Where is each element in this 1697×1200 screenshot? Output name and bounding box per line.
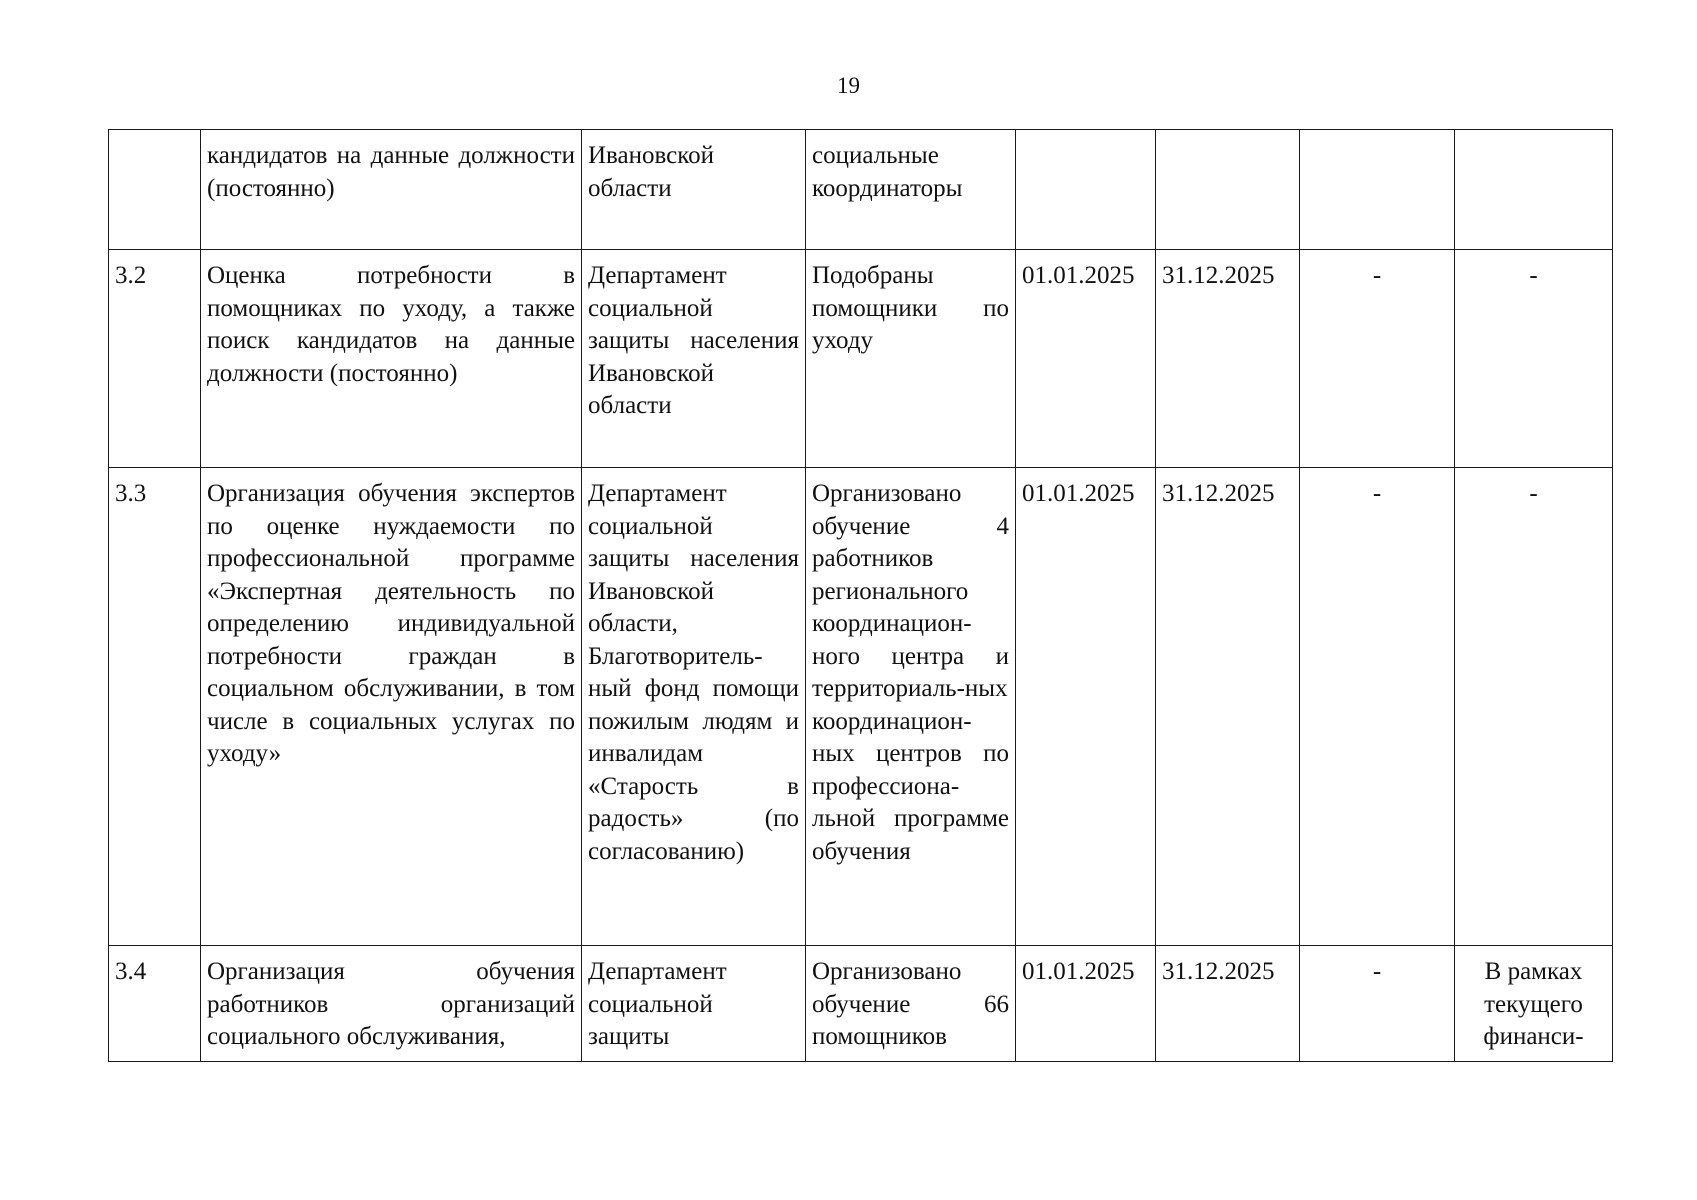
responsible-cell: Департамент социальной защиты населения Ивановской области, Благотворитель-ный фонд помощи пожилым людям и инвалидам «Старость в радость» (по согласованию) — [582, 468, 806, 946]
row-number-cell: 3.4 — [109, 946, 201, 1062]
action-cell: Оценка потребности в помощниках по уходу, а также поиск кандидатов на данные должности (постоянно) — [201, 250, 582, 468]
start-date-cell: 01.01.2025 — [1016, 468, 1156, 946]
row-number-cell: 3.2 — [109, 250, 201, 468]
budget-cell — [1300, 130, 1455, 250]
budget-cell: - — [1300, 250, 1455, 468]
row-number-cell: 3.3 — [109, 468, 201, 946]
budget-cell: - — [1300, 468, 1455, 946]
responsible-cell: Ивановской области — [582, 130, 806, 250]
start-date-cell: 01.01.2025 — [1016, 946, 1156, 1062]
end-date-cell: 31.12.2025 — [1156, 946, 1300, 1062]
start-date-cell: 01.01.2025 — [1016, 250, 1156, 468]
action-cell: Организация обучения экспертов по оценке нуждаемости по профессиональной программе «Экспертная деятельность по определению индивидуальной потребности граждан в социальном обслуживании, в том числе в социальных услугах по уходу» — [201, 468, 582, 946]
table-row — [109, 946, 1613, 1062]
result-cell: социальные координаторы — [806, 130, 1016, 250]
source-cell: - — [1455, 250, 1613, 468]
source-cell: - — [1455, 468, 1613, 946]
table-row — [109, 250, 1613, 468]
result-cell: Подобраны помощники по уходу — [806, 250, 1016, 468]
start-date-cell — [1016, 130, 1156, 250]
responsible-cell: Департамент социальной защиты — [582, 946, 806, 1062]
result-cell: Организовано обучение 66 помощников — [806, 946, 1016, 1062]
action-cell: кандидатов на данные должности (постоянно) — [201, 130, 582, 250]
end-date-cell — [1156, 130, 1300, 250]
source-cell: В рамках текущего финанси- — [1455, 946, 1613, 1062]
table-row — [109, 468, 1613, 946]
result-cell: Организовано обучение 4 работников регионального координацион-ного центра и территориаль-ных координацион-ных центров по профессиона-льной программе обучения — [806, 468, 1016, 946]
budget-cell: - — [1300, 946, 1455, 1062]
source-cell — [1455, 130, 1613, 250]
row-number-cell — [109, 130, 201, 250]
end-date-cell: 31.12.2025 — [1156, 250, 1300, 468]
action-cell: Организация обучения работников организаций социального обслуживания, — [201, 946, 582, 1062]
measures-table — [108, 129, 1613, 1062]
page-number: 19 — [837, 73, 860, 98]
responsible-cell: Департамент социальной защиты населения Ивановской области — [582, 250, 806, 468]
end-date-cell: 31.12.2025 — [1156, 468, 1300, 946]
table-row — [109, 130, 1613, 250]
